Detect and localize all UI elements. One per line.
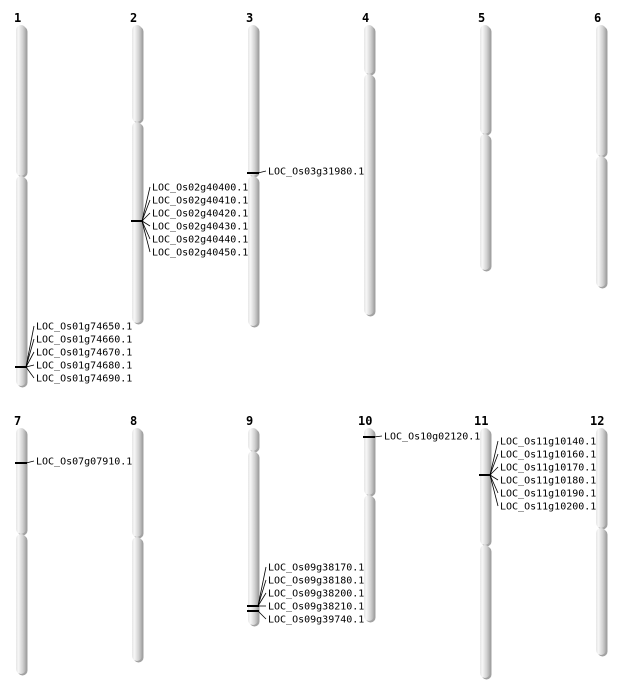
gene-label: LOC_Os02g40440.1 [152,234,249,246]
chromosome-short-arm [364,428,374,495]
gene-label: LOC_Os02g40410.1 [152,195,249,207]
chromosome-long-arm [248,176,258,326]
gene-label: LOC_Os01g74650.1 [36,321,133,333]
gene-label: LOC_Os07g07910.1 [36,456,133,468]
chromosome-long-arm [596,528,606,655]
chromosome-short-arm [596,25,606,156]
chromosome-5 [478,11,492,272]
chromosome-short-arm [132,428,142,537]
gene-label: LOC_Os11g10160.1 [500,449,597,461]
chromosome-number: 5 [478,11,486,25]
chromosome-short-arm [16,428,26,534]
chromosome-short-arm [16,25,26,176]
gene-label: LOC_Os10g02120.1 [384,431,481,443]
chromosome-long-arm [596,156,606,287]
chromosome-long-arm [132,537,142,661]
chromosome-long-arm [364,495,374,621]
chromosome-number: 10 [358,414,373,428]
gene-label: LOC_Os11g10200.1 [500,501,597,513]
gene-label: LOC_Os03g31980.1 [268,166,365,178]
chromosome-long-arm [16,534,26,674]
gene-label: LOC_Os11g10180.1 [500,475,597,487]
gene-label: LOC_Os09g38210.1 [268,601,365,613]
gene-label: LOC_Os01g74670.1 [36,347,133,359]
gene-label: LOC_Os11g10190.1 [500,488,597,500]
chromosome-short-arm [596,428,606,528]
chromosome-number: 6 [594,11,602,25]
chromosome-number: 12 [590,414,605,428]
gene-label: LOC_Os09g39740.1 [268,614,365,626]
gene-label: LOC_Os01g74690.1 [36,373,133,385]
gene-label: LOC_Os02g40400.1 [152,182,249,194]
chromosome-9 [246,414,364,627]
chromosome-number: 11 [474,414,489,428]
gene-label: LOC_Os01g74680.1 [36,360,133,372]
gene-label: LOC_Os09g38200.1 [268,588,365,600]
gene-label: LOC_Os09g38180.1 [268,575,365,587]
chromosome-2 [130,11,248,325]
gene-label: LOC_Os02g40450.1 [152,247,249,259]
chromosome-long-arm [132,122,142,323]
chromosome-long-arm [16,176,26,386]
chromosome-short-arm [480,25,490,134]
gene-label: LOC_Os11g10170.1 [500,462,597,474]
chromosome-long-arm [480,545,490,678]
chromosome-short-arm [364,25,374,74]
chromosome-8 [130,414,144,663]
chromosome-number: 8 [130,414,138,428]
chromosome-short-arm [480,428,490,545]
chromosome-long-arm [480,134,490,270]
chromosome-number: 3 [246,11,254,25]
chromosome-number: 2 [130,11,138,25]
gene-label: LOC_Os01g74660.1 [36,334,133,346]
chromosome-11 [474,414,596,680]
chromosome-long-arm [364,74,374,315]
chromosome-short-arm [132,25,142,122]
chromosome-number: 9 [246,414,254,428]
gene-label: LOC_Os02g40430.1 [152,221,249,233]
chromosome-7 [14,414,132,676]
chromosome-number: 7 [14,414,22,428]
chromosome-6 [594,11,608,289]
gene-label: LOC_Os11g10140.1 [500,436,597,448]
chromosome-short-arm [248,428,258,451]
chromosome-10 [358,414,480,623]
chromosome-number: 1 [14,11,22,25]
chromosome-3 [246,11,364,328]
chromosome-long-arm [248,451,258,625]
gene-label: LOC_Os02g40420.1 [152,208,249,220]
chromosome-1 [14,11,132,388]
chromosome-short-arm [248,25,258,176]
chromosome-4 [362,11,376,317]
chromosome-number: 4 [362,11,370,25]
gene-label: LOC_Os09g38170.1 [268,562,365,574]
